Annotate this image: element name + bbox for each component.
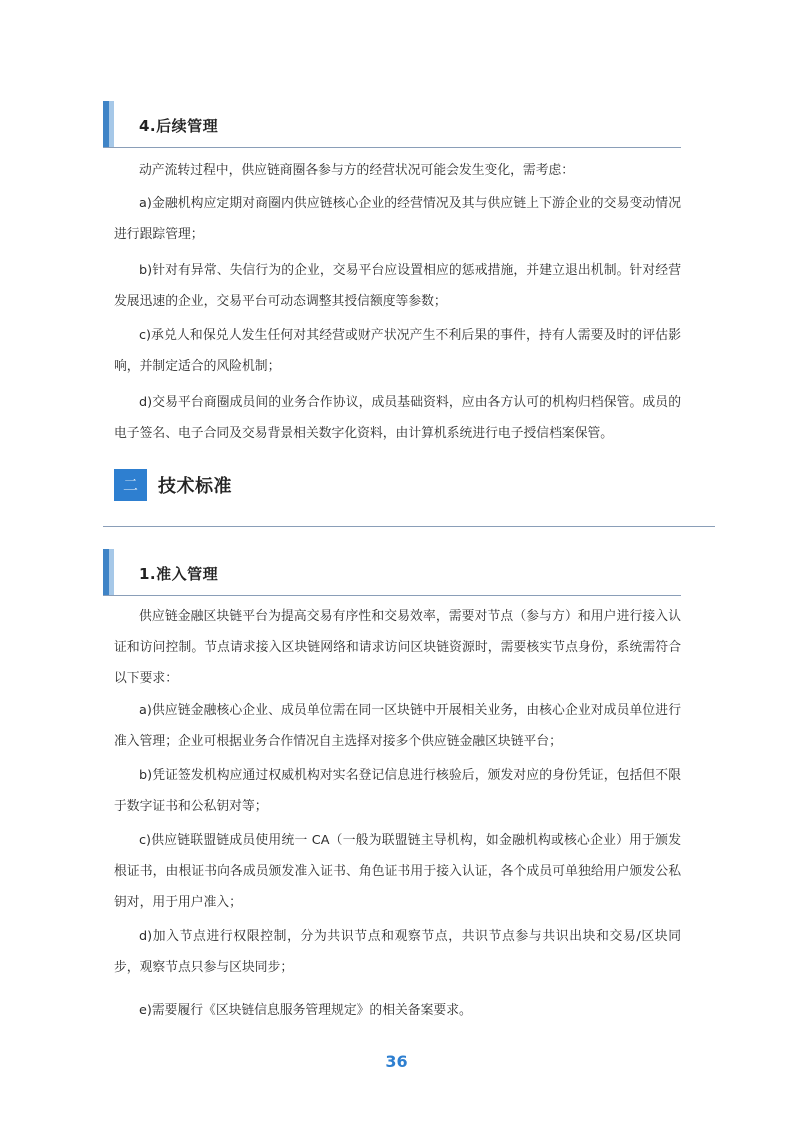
section-number-box: 二 (114, 469, 147, 501)
section-divider (103, 526, 715, 527)
paragraph-access-item-b: b)凭证签发机构应通过权威机构对实名登记信息进行核验后，颁发对应的身份凭证，包括但不限于数字证书和公私钥对等； (114, 768, 681, 814)
subsection-title: 4.后续管理 (139, 117, 219, 135)
paragraph-access-item-d: d)加入节点进行权限控制，分为共识节点和观察节点，共识节点参与共识出块和交易/区块同步，观察节点只参与区块同步； (114, 929, 681, 975)
subsection-heading-followup (103, 101, 681, 148)
paragraph-followup-item-a: a)金融机构应定期对商圈内供应链核心企业的经营情况及其与供应链上下游企业的交易变动情况进行跟踪管理； (114, 196, 681, 242)
paragraph-access-item-e: e)需要履行《区块链信息服务管理规定》的相关备案要求。 (139, 1003, 472, 1018)
paragraph-access-item-a: a)供应链金融核心企业、成员单位需在同一区块链中开展相关业务，由核心企业对成员单位进行准入管理；企业可根据业务合作情况自主选择对接多个供应链金融区块链平台； (114, 703, 681, 749)
subsection-heading-access (103, 549, 681, 596)
paragraph-followup-item-c: c)承兑人和保兑人发生任何对其经营或财产状况产生不利后果的事件，持有人需要及时的评估影响，并制定适合的风险机制； (114, 328, 681, 374)
section-heading-tech-standard (114, 469, 514, 501)
paragraph-followup-intro: 动产流转过程中，供应链商圈各参与方的经营状况可能会发生变化，需考虑： (139, 163, 575, 178)
section-title: 技术标准 (158, 476, 232, 497)
paragraph-followup-item-d: d)交易平台商圈成员间的业务合作协议，成员基础资料，应由各方认可的机构归档保管。成员的电子签名、电子合同及交易背景相关数字化资料，由计算机系统进行电子授信档案保管。 (114, 395, 681, 441)
paragraph-followup-item-b: b)针对有异常、失信行为的企业，交易平台应设置相应的惩戒措施，并建立退出机制。针对经营发展迅速的企业，交易平台可动态调整其授信额度等参数； (114, 263, 681, 309)
subsection-title: 1.准入管理 (139, 565, 219, 583)
page-number: 36 (385, 1052, 408, 1071)
heading-accent-bar-light (109, 101, 114, 147)
heading-accent-bar-light (109, 549, 114, 595)
paragraph-access-intro: 供应链金融区块链平台为提高交易有序性和交易效率，需要对节点（参与方）和用户进行接入认证和访问控制。节点请求接入区块链网络和请求访问区块链资源时，需要核实节点身份，系统需符合以下要求： (114, 609, 681, 686)
paragraph-access-item-c: c)供应链联盟链成员使用统一 CA（一般为联盟链主导机构，如金融机构或核心企业）用于颁发根证书，由根证书向各成员颁发准入证书、角色证书用于接入认证，各个成员可单独给用户颁发公私钥对，用于用户准入； (114, 833, 681, 910)
